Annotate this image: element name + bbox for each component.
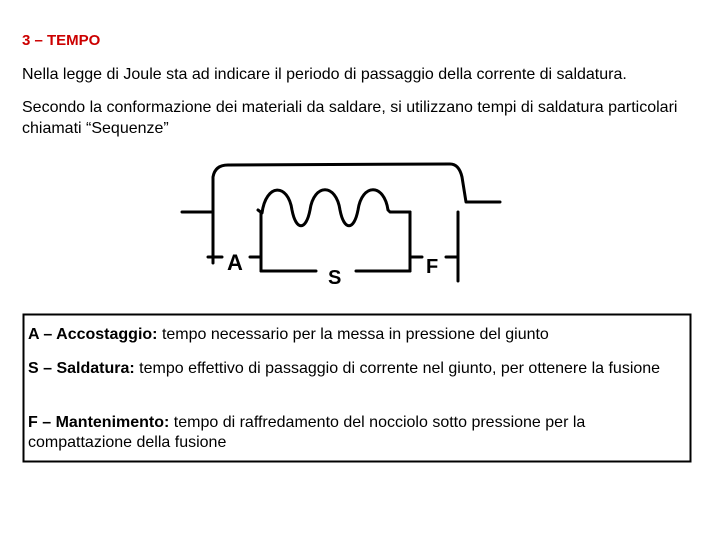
definition-mantenimento	[28, 413, 688, 453]
definitions-box	[22, 313, 692, 463]
sequence-paragraph: Secondo la conformazione dei materiali da saldare, si utilizzano tempi di saldatura particolari chiamati “Sequenze”	[22, 99, 678, 137]
label-a: A	[227, 250, 243, 275]
definition-term: A – Accostaggio:	[28, 326, 158, 343]
current-waveform	[258, 190, 410, 226]
pressure-curve	[213, 164, 500, 212]
weld-sequence-diagram	[170, 155, 510, 295]
definition-text: tempo effettivo di passaggio di corrente nel giunto, per ottenere la fusione	[134, 360, 661, 377]
definition-text: tempo di raffredamento del nocciolo sotto pressione per la compattazione della fusione	[28, 414, 586, 451]
definition-term: F – Mantenimento:	[28, 414, 170, 431]
label-f: F	[426, 256, 439, 278]
slide-title: 3 – TEMPO	[22, 32, 101, 49]
definition-term: S – Saldatura:	[28, 360, 135, 377]
definition-saldatura	[28, 359, 688, 379]
definition-text: tempo necessario per la messa in pressione del giunto	[157, 326, 549, 343]
label-s: S	[328, 267, 342, 289]
intro-paragraph: Nella legge di Joule sta ad indicare il periodo di passaggio della corrente di saldatura.	[22, 66, 627, 83]
definition-accostaggio	[28, 325, 688, 345]
